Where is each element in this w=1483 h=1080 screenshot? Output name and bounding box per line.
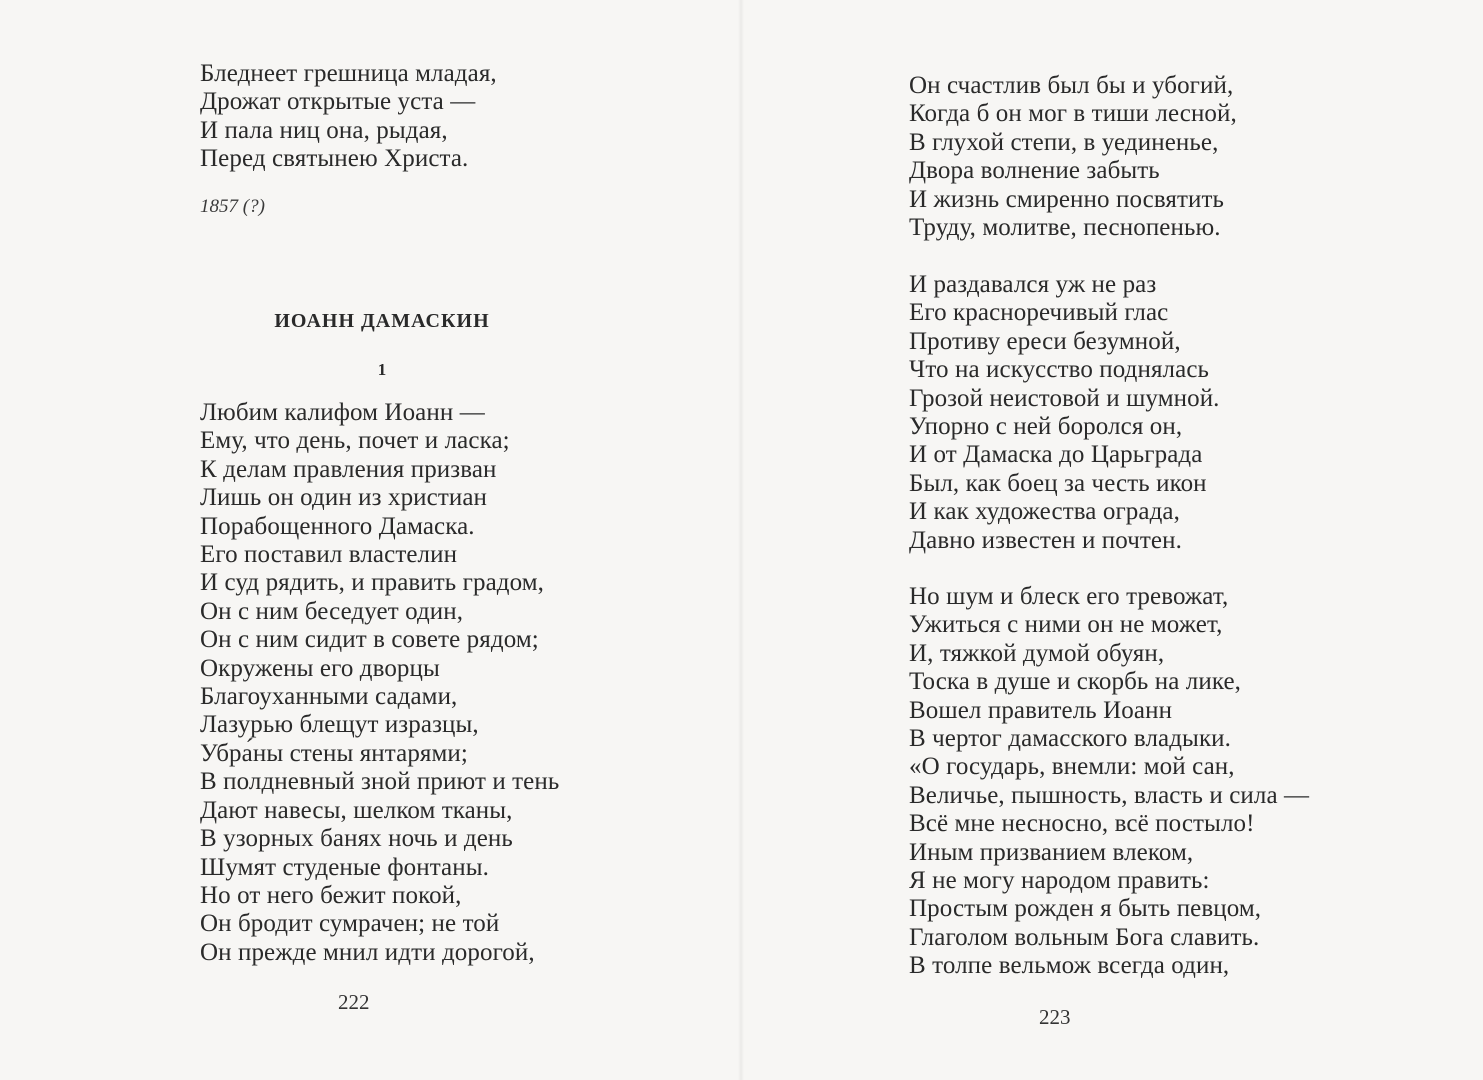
poem-line: К делам правления призван [200,455,497,483]
poem-date: 1857 (?) [200,196,265,217]
poem-line: «О государь, внемли: мой сан, [909,753,1235,781]
left-page [0,0,741,1080]
poem-line: В узорных банях ночь и день [200,825,513,853]
poem-line: Что на искусство поднялась [909,356,1210,384]
poem-line: Порабощенного Дамаска. [200,512,475,540]
poem-line: Он счастлив был бы и убогий, [909,72,1234,99]
poem-line: Давно известен и почтен. [909,526,1182,554]
poem-line: Был, как боец за честь икон [909,469,1207,497]
stanza-1 [909,72,1237,242]
poem-line: Он прежде мнил идти дорогой, [200,938,535,966]
poem-line: Окружены его дворцы [200,654,440,682]
poem-line: Противу ереси безумной, [909,327,1181,355]
poem-line: Лазурью блещут изразцы, [200,711,479,739]
right-page [741,0,1483,1080]
poem-line: Труду, молитве, песнопенью. [909,214,1221,242]
poem-line: В толпе вельмож всегда один, [909,952,1230,980]
stanza-main [200,399,559,967]
poem-line: Вошел правитель Иоанн [909,696,1173,724]
poem-line: И раздавался уж не раз [909,271,1157,298]
poem-line: И, тяжкой думой обуян, [909,639,1165,667]
poem-line: Грозой неистовой и шумной. [909,384,1220,412]
poem-line: Бледнеет грешница младая, [200,60,497,87]
poem-line: Глаголом вольным Бога славить. [909,923,1260,951]
stanza-3 [909,583,1309,981]
poem-line: Лишь он один из христиан [200,484,488,512]
poem-line: Величье, пышность, власть и сила — [909,781,1310,809]
poem-line: Но шум и блеск его тревожат, [909,583,1229,610]
poem-line: Благоуханными садами, [200,683,458,711]
poem-line: Его красноречивый глас [909,299,1169,327]
poem-line: Дают навесы, шелком тканы, [200,796,513,824]
poem-line: Простым рожден я быть певцом, [909,895,1262,923]
poem-line: И суд рядить, и править градом, [200,569,545,597]
poem-line: Ему, что день, почет и ласка; [200,427,510,455]
poem-line: Дрожат открытые уста — [200,88,476,116]
poem-line: Тоска в душе и скорбь на лике, [909,668,1242,696]
page-number-left: 222 [338,990,370,1014]
poem-line: В чертог дамасского владыки. [909,725,1232,753]
poem-line: Всё мне несносно, всё постыло! [909,810,1255,838]
poem-line: Ужиться с ними он не может, [909,611,1223,639]
poem-line: Убра́ны стены янтарями; [200,739,468,767]
poem-title: ИОАНН ДАМАСКИН [274,310,490,332]
poem-line: Я не могу народом править: [909,867,1210,895]
poem-line: Упорно с ней боролся он, [909,413,1183,441]
poem-line: И от Дамаска до Царьграда [909,441,1203,469]
poem-line: Он с ним сидит в совете рядом; [200,626,539,654]
poem-line: Шумят студеные фонтаны. [200,853,489,881]
poem-line: В глухой степи, в уединенье, [909,128,1219,156]
poem-line: Он бродит сумрачен; не той [200,910,500,938]
poem-line: Двора волнение забыть [909,157,1160,185]
poem-line: Его поставил властелин [200,541,458,569]
poem-line: И как художества ограда, [909,498,1180,526]
stanza-top [200,60,497,174]
poem-line: Он с ним беседует один, [200,597,464,625]
poem-line: Перед святынею Христа. [200,145,469,173]
poem-line: Любим калифом Иоанн — [200,399,485,426]
page-number-right: 223 [1039,1005,1071,1029]
poem-line: В полдневный зной приют и тень [200,768,560,796]
poem-line: Иным призванием влеком, [909,838,1194,866]
poem-line: И жизнь смиренно посвятить [909,185,1225,213]
poem-line: Но от него бежит покой, [200,881,462,909]
poem-line: И пала ниц она, рыдая, [200,116,448,144]
poem-line: Когда б он мог в тиши лесной, [909,100,1237,128]
part-number: 1 [377,360,387,379]
stanza-2 [909,271,1220,555]
